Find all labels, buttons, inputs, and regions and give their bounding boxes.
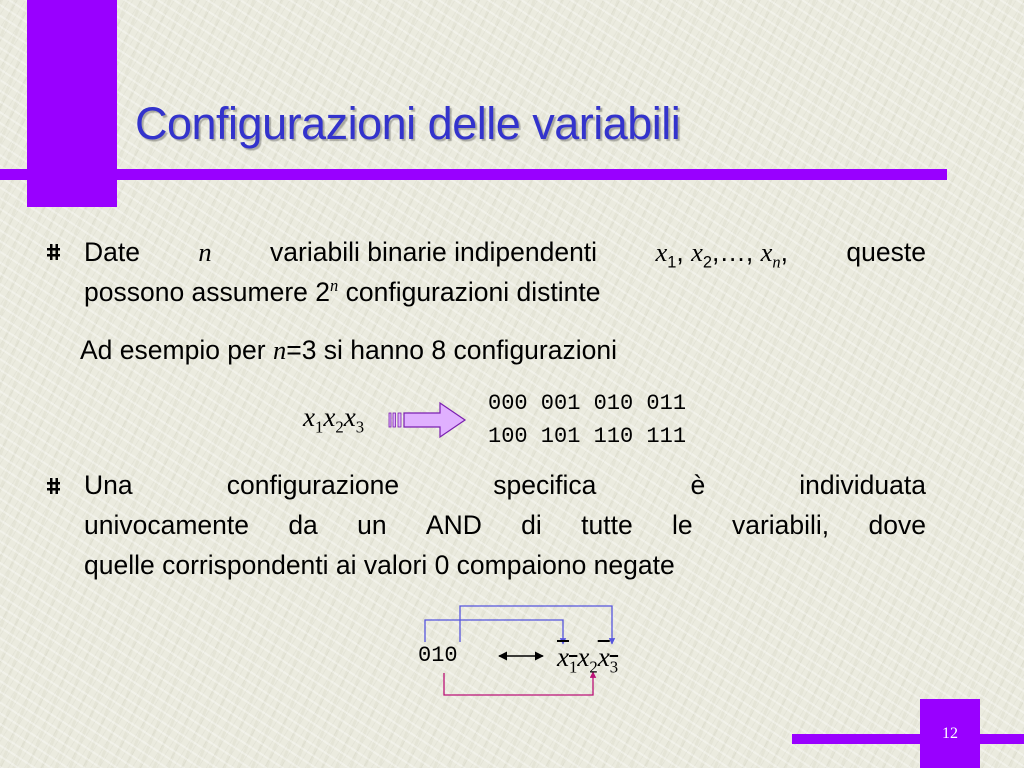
right-arrow-icon (388, 400, 468, 440)
text-line-3: quelle corrispondenti ai valori 0 compaiono negate (84, 550, 675, 580)
bullet-icon (47, 244, 60, 260)
text-line-2: possono assumere 2$^n$ configurazioni distinte (84, 276, 601, 307)
bullet-text-2 (84, 465, 926, 585)
configurations-table (488, 387, 686, 453)
configurations-row-1: 000 001 010 011 (488, 391, 687, 416)
variables-label: $x_1x_2x_3$ (303, 402, 365, 437)
code-010: 010 (418, 643, 458, 668)
text-line-1: Una configurazione specifica è individuata (84, 470, 926, 500)
bullet-icon (47, 478, 60, 494)
text-line-2: univocamente da un AND di tutte le variabili, dove (84, 510, 926, 540)
configurations-row-2: 100 101 110 111 (488, 424, 687, 449)
page-title: Configurazioni delle variabili (135, 98, 681, 149)
example-text: Ad esempio per n=3 si hanno 8 configurazioni (80, 335, 617, 365)
math-n: n (198, 237, 212, 267)
text-variabili: variabili binarie indipendenti (270, 237, 598, 267)
accent-horizontal-bar (0, 169, 947, 180)
variable-list: $x_1$, $x_2,\dots$, $x_n$, (655, 237, 788, 272)
minterm-expression: $x_1x_2x_3$ (557, 642, 619, 677)
accent-bottom-bar (792, 734, 1024, 744)
text-date: Date (84, 237, 140, 267)
slide-number: 12 (942, 725, 958, 742)
text-queste: queste (846, 237, 926, 267)
bullet-text-1 (84, 232, 926, 312)
